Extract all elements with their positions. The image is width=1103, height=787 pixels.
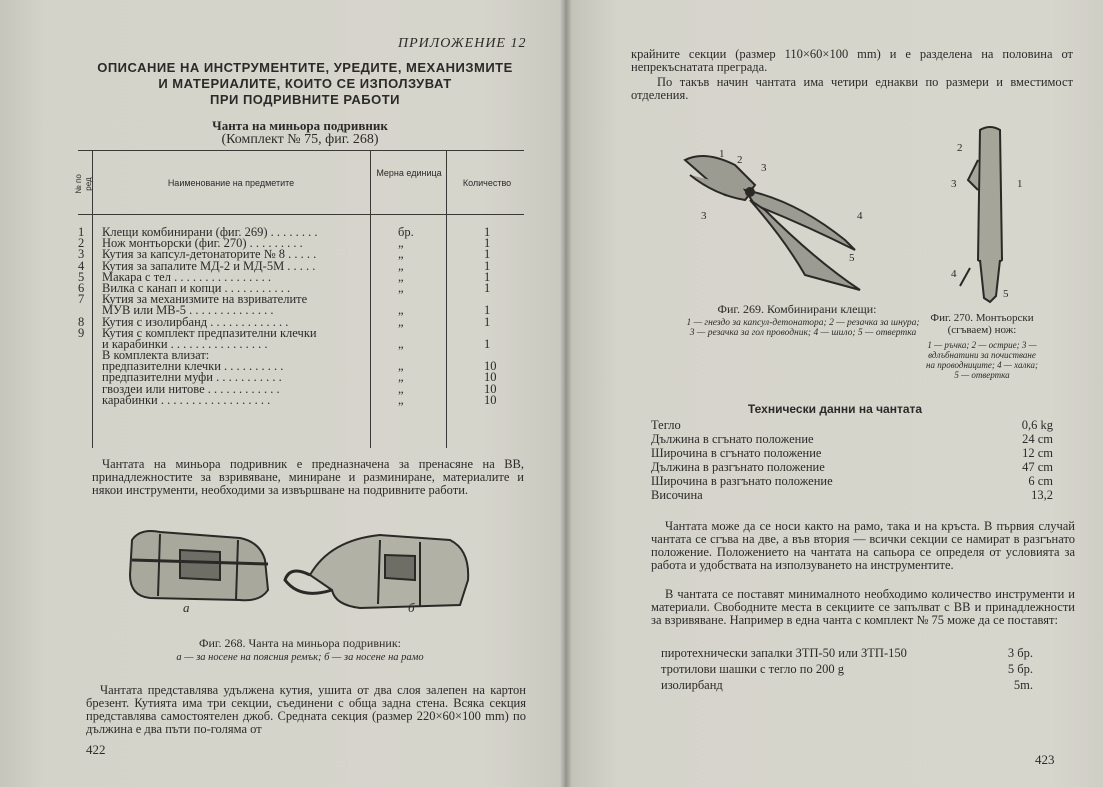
right-paragraph-1: крайните секции (размер 110×60×100 mm) и е разделена на половина от непрекъснатата преграда. xyxy=(631,47,1073,74)
header-unit: Мерна единица xyxy=(376,168,442,178)
row-number: 8 xyxy=(78,314,85,329)
row-name: предпазителни клечки . . . . . . . . . . xyxy=(102,359,284,374)
spec-value: 47 cm xyxy=(1022,460,1053,474)
row-name: карабинки . . . . . . . . . . . . . . . . . . xyxy=(102,392,271,407)
fig-269-label-3b: 3 xyxy=(701,210,707,222)
spec-row xyxy=(651,460,1053,474)
header-qty: Количество xyxy=(462,178,512,188)
right-paragraph-4: В чантата се поставят минималното необходимо количество инструменти и материали. Свободните места в секциите се запълват с ВВ и принадлежности за взривяване. Например в една чанта с комплект № 75 може да се поставят: xyxy=(651,587,1075,627)
kit-item-value: 5 бр. xyxy=(1007,662,1033,676)
row-qty: 1 xyxy=(484,247,491,262)
row-qty: 1 xyxy=(484,314,491,329)
row-name: Кутия с комплект предпазителни клечки xyxy=(102,325,317,340)
fig-269-label-3: 3 xyxy=(761,162,767,174)
spec-label: Тегло xyxy=(651,418,681,432)
header-number: № по ред xyxy=(74,174,93,194)
spec-value: 6 cm xyxy=(1028,474,1053,488)
fig-270-label-5: 5 xyxy=(1003,288,1009,300)
row-unit: „ xyxy=(398,269,404,284)
page-number-right: 423 xyxy=(1035,752,1055,767)
spec-value: 24 cm xyxy=(1022,432,1053,446)
table-subtitle: (Комплект № 75, фиг. 268) xyxy=(221,132,379,147)
row-name: Макара с тел . . . . . . . . . . . . . . . . xyxy=(102,269,271,284)
paragraph-2: Чантата представлява удължена кутия, ушита от два слоя залепен на картон брезент. Кутията има три секции, съединени с обща задна стена. Всяка секция представлява самостоятелен джоб. Средната секция (размер 220×60×100 mm) по дължина е два пъти по-голяма от xyxy=(86,683,526,736)
title-line-3: ПРИ ПОДРИВНИТЕ РАБОТИ xyxy=(209,92,401,107)
row-unit: „ xyxy=(398,336,404,351)
fig-268-label-a: а xyxy=(183,600,190,615)
row-name: и карабинки . . . . . . . . . . . . . . . . xyxy=(102,336,268,351)
fig-270-caption: Фиг. 270. Монтьорски (сгъваем) нож: xyxy=(930,312,1034,336)
kit-item-label: изолирбанд xyxy=(661,678,723,692)
spec-row xyxy=(651,446,1053,460)
fig-268-legend: а — за носене на поясния ремък; б — за носене на рамо xyxy=(176,652,424,663)
spec-value: 13,2 xyxy=(1031,488,1053,502)
appendix-label: ПРИЛОЖЕНИЕ 12 xyxy=(398,36,527,51)
paragraph-1: Чантата на миньора подривник е предназначена за пренасяне на ВВ, принадлежностите за взривяване, миниране и разминиране, материалите и някои инструменти, необходими за извършване на подривните работи. xyxy=(92,457,524,497)
row-name: МУВ или МВ-5 . . . . . . . . . . . . . . xyxy=(102,303,274,318)
row-unit: „ xyxy=(398,392,404,407)
row-unit: „ xyxy=(398,247,404,262)
row-unit: „ xyxy=(398,359,404,374)
row-number: 7 xyxy=(78,292,85,307)
row-unit: „ xyxy=(398,280,404,295)
fig-268-caption: Фиг. 268. Чанта на миньора подривник: xyxy=(199,636,401,650)
row-unit: бр. xyxy=(398,225,414,239)
row-name: Кутия за запалите МД-2 и МД-5М . . . . . xyxy=(102,258,316,273)
fig-269-label-4: 4 xyxy=(857,210,863,222)
spec-label: Дължина в разгънато положение xyxy=(651,460,825,474)
page-title xyxy=(80,60,530,108)
fig-268-label-b: б xyxy=(408,600,415,615)
row-name: предпазителни муфи . . . . . . . . . . . xyxy=(102,370,282,385)
row-qty: 1 xyxy=(484,269,491,284)
row-name: Кутия с изолирбанд . . . . . . . . . . . . . xyxy=(102,314,289,329)
row-name: Вилка с канап и копци . . . . . . . . . . . xyxy=(102,280,291,295)
kit-item-label: тротилови шашки с тегло по 200 g xyxy=(661,662,844,676)
row-name: Нож монтьорски (фиг. 270) . . . . . . . . . xyxy=(102,236,303,251)
row-name: Кутия за капсул-детонаторите № 8 . . . . . xyxy=(102,247,317,262)
kit-item-row xyxy=(661,678,1033,694)
row-qty: 10 xyxy=(484,381,497,396)
spec-row xyxy=(651,432,1053,446)
row-unit: „ xyxy=(398,370,404,385)
row-name: В комплекта влизат: xyxy=(102,348,210,363)
fig-269-caption: Фиг. 269. Комбинирани клещи: xyxy=(717,302,877,316)
title-line-1: ОПИСАНИЕ НА ИНСТРУМЕНТИТЕ, УРЕДИТЕ, МЕХАНИЗМИТЕ xyxy=(97,60,513,75)
table-row xyxy=(78,392,524,407)
row-qty: 1 xyxy=(484,258,491,273)
kit-item-row xyxy=(661,646,1033,662)
fig-270-label-1: 1 xyxy=(1017,178,1023,190)
fig-268-bag-illustration xyxy=(120,520,480,630)
row-qty: 1 xyxy=(484,236,491,251)
fig-269-legend: 1 — гнездо за капсул-детонатора; 2 — резачка за шнура; 3 — резачка за гол проводник; 4 — шило; 5 — отвертка xyxy=(686,318,920,338)
row-qty: 1 xyxy=(484,280,491,295)
kit-item-value: 3 бр. xyxy=(1007,646,1033,660)
spec-label: Дължина в сгънато положение xyxy=(651,432,814,446)
kit-item-label: пиротехнически запалки ЗТП-50 или ЗТП-150 xyxy=(661,646,907,660)
row-qty: 10 xyxy=(484,359,497,374)
row-unit: „ xyxy=(398,236,404,251)
table-title: Чанта на миньора подривник xyxy=(212,118,388,133)
row-unit: „ xyxy=(398,381,404,396)
fig-270-label-3: 3 xyxy=(951,178,957,190)
spec-row xyxy=(651,474,1053,488)
row-number: 6 xyxy=(78,280,85,295)
page-number-left: 422 xyxy=(86,742,106,757)
row-unit: „ xyxy=(398,314,404,329)
row-qty: 1 xyxy=(484,225,491,239)
fig-269-label-2: 2 xyxy=(737,154,743,166)
row-name: Кутия за механизмите на взривателите xyxy=(102,292,308,307)
right-page xyxy=(565,0,1103,787)
items-table xyxy=(74,150,524,448)
right-paragraph-3: Чантата може да се носи както на рамо, така и на кръста. В първия случай чантата се сгъва на две, а във втория — всички секции се намират в разгънато положение. Положението на чантата на сапьора се определя от условията за работа и удобствата на използуването на инструментите. xyxy=(651,519,1075,572)
row-qty: 1 xyxy=(484,336,491,351)
row-qty: 10 xyxy=(484,370,497,385)
kit-item-row xyxy=(661,662,1033,678)
title-line-2: И МАТЕРИАЛИТЕ, КОИТО СЕ ИЗПОЛЗУВАТ xyxy=(158,76,452,91)
header-name: Наименование на предметите xyxy=(167,178,295,188)
specs-list xyxy=(651,418,1053,502)
row-unit: „ xyxy=(398,303,404,318)
spec-label: Височина xyxy=(651,488,703,502)
spec-label: Широчина в сгънато положение xyxy=(651,446,822,460)
row-number: 2 xyxy=(78,236,85,251)
fig-269-label-5: 5 xyxy=(849,252,855,264)
row-number: 9 xyxy=(78,325,85,340)
fig-269-label-1: 1 xyxy=(719,148,725,160)
spec-value: 0,6 kg xyxy=(1021,418,1053,432)
row-number: 4 xyxy=(78,258,85,273)
fig-270-label-4: 4 xyxy=(951,268,957,280)
row-unit: „ xyxy=(398,258,404,273)
row-number: 3 xyxy=(78,247,85,262)
items-list xyxy=(661,646,1033,694)
row-qty: 1 xyxy=(484,303,491,318)
spec-row xyxy=(651,418,1053,432)
specs-title: Технически данни на чантата xyxy=(747,402,923,416)
fig-270-legend: 1 — ръчка; 2 — острие; 3 — вдлъбнатини за почистване на проводниците; 4 — халка; 5 — отвертка xyxy=(926,340,1038,380)
row-name: гвоздеи или нитове . . . . . . . . . . . . xyxy=(102,381,280,396)
spec-row xyxy=(651,488,1053,502)
row-number: 1 xyxy=(78,225,85,239)
spec-value: 12 cm xyxy=(1022,446,1053,460)
table-body xyxy=(78,227,524,406)
row-name: Клещи комбинирани (фиг. 269) . . . . . . . . xyxy=(102,225,318,239)
row-number: 5 xyxy=(78,269,85,284)
kit-item-value: 5m. xyxy=(1013,678,1033,692)
fig-270-label-2: 2 xyxy=(957,142,963,154)
right-paragraph-2: По такъв начин чантата има четири еднакви по размери и вместимост отделения. xyxy=(631,75,1073,102)
row-qty: 10 xyxy=(484,392,497,407)
book-gutter xyxy=(560,0,572,787)
spec-label: Широчина в разгънато положение xyxy=(651,474,833,488)
